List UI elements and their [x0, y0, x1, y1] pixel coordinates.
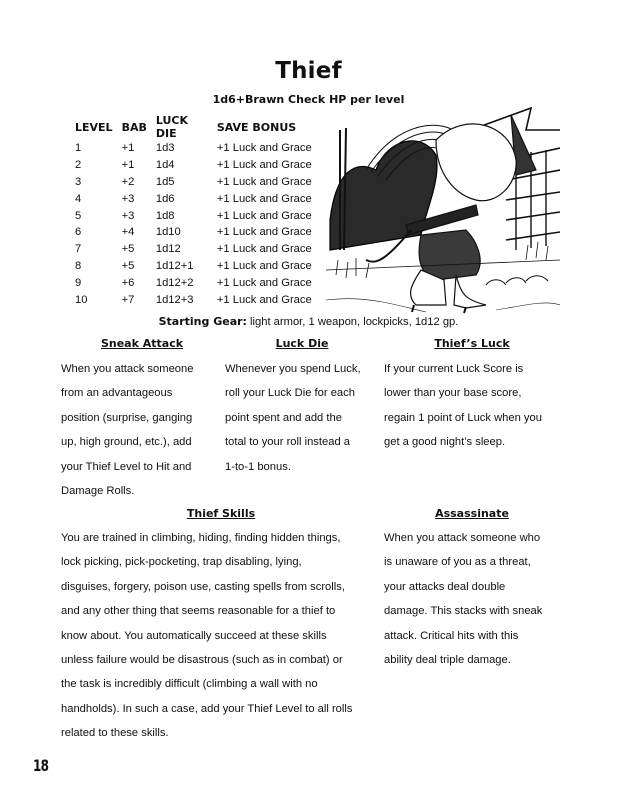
- text-line: disguises, forgery, poison use, casting spells from scrolls,: [61, 580, 345, 593]
- text-line: related to these skills.: [61, 727, 169, 740]
- heading-thiefs-luck: Thief’s Luck: [434, 337, 510, 350]
- save-bonus-cell: +1 Luck and Grace: [216, 142, 312, 155]
- text-line: attack. Critical hits with this: [384, 629, 519, 642]
- header-level: LEVEL: [75, 120, 113, 134]
- text-line: ability deal triple damage.: [384, 654, 511, 667]
- table-row: [73, 207, 319, 224]
- text-line: from an advantageous: [61, 387, 173, 400]
- starting-gear-text: light armor, 1 weapon, lockpicks, 1d12 gp.: [246, 316, 459, 328]
- level-cell: 9: [75, 276, 82, 289]
- bab-cell: +2: [121, 175, 135, 188]
- luck-die-text: [225, 357, 361, 479]
- page-number: 18: [33, 756, 49, 775]
- text-line: When you attack someone who: [384, 532, 541, 544]
- bab-cell: +6: [121, 276, 135, 289]
- bab-cell: +5: [121, 243, 135, 256]
- bab-cell: +5: [121, 259, 135, 272]
- text-line: up, high ground, etc.), add: [61, 436, 192, 449]
- header-save-bonus: SAVE BONUS: [216, 120, 297, 134]
- thiefs-luck-text: [384, 357, 542, 455]
- save-bonus-cell: +1 Luck and Grace: [216, 293, 312, 306]
- text-line: Whenever you spend Luck,: [225, 363, 361, 375]
- luck-die-cell: 1d4: [155, 159, 175, 172]
- text-line: lock picking, pick-pocketing, trap disabling, lying,: [61, 556, 302, 569]
- save-bonus-cell: +1 Luck and Grace: [216, 226, 312, 239]
- text-line: regain 1 point of Luck when you: [384, 411, 542, 424]
- table-row: [73, 174, 319, 191]
- level-cell: 4: [75, 192, 82, 205]
- luck-die-cell: 1d12+2: [155, 276, 194, 289]
- text-line: unless failure would be disastrous (such as in combat) or: [61, 654, 343, 667]
- luck-die-cell: 1d10: [155, 226, 181, 239]
- heading-luck-die: Luck Die: [275, 337, 329, 350]
- save-bonus-cell: +1 Luck and Grace: [216, 276, 312, 289]
- text-line: your attacks deal double: [384, 580, 506, 593]
- header-bab: BAB: [121, 120, 147, 134]
- level-cell: 8: [75, 259, 82, 272]
- luck-die-cell: 1d12+3: [155, 293, 194, 306]
- text-line: Damage Rolls.: [61, 485, 135, 498]
- assassinate-text: [384, 526, 542, 672]
- bab-cell: +3: [121, 192, 135, 205]
- table-row: [73, 224, 319, 241]
- text-line: is unaware of you as a threat,: [384, 556, 531, 569]
- page-title: Thief: [275, 58, 342, 84]
- table-row: [73, 291, 319, 308]
- text-line: If your current Luck Score is: [384, 363, 524, 375]
- sneak-attack-text: [61, 357, 193, 503]
- text-line: get a good night’s sleep.: [384, 436, 506, 449]
- bab-cell: +1: [121, 159, 135, 172]
- text-line: roll your Luck Die for each: [225, 387, 355, 400]
- hp-subtitle: 1d6+Brawn Check HP per level: [212, 93, 405, 106]
- table-row: [73, 140, 319, 157]
- heading-thief-skills: Thief Skills: [186, 507, 256, 520]
- level-cell: 3: [75, 175, 82, 188]
- heading-sneak-attack: Sneak Attack: [100, 337, 184, 350]
- text-line: the task is incredibly difficult (climbing a wall with no: [61, 678, 318, 691]
- level-progression-table: [73, 114, 319, 308]
- save-bonus-cell: +1 Luck and Grace: [216, 175, 312, 188]
- starting-gear: [0, 315, 617, 328]
- table-row: [73, 258, 319, 275]
- text-line: damage. This stacks with sneak: [384, 605, 543, 618]
- level-cell: 10: [75, 293, 88, 306]
- save-bonus-cell: +1 Luck and Grace: [216, 159, 312, 172]
- thief-sneaking-illustration-icon: [326, 100, 560, 314]
- save-bonus-cell: +1 Luck and Grace: [216, 209, 312, 222]
- save-bonus-cell: +1 Luck and Grace: [216, 243, 312, 256]
- table-header-row: [73, 114, 319, 140]
- table-row: [73, 274, 319, 291]
- luck-die-cell: 1d6: [155, 192, 175, 205]
- luck-die-cell: 1d3: [155, 142, 175, 155]
- text-line: lower than your base score,: [384, 387, 522, 400]
- heading-assassinate: Assassinate: [435, 507, 509, 520]
- starting-gear-label: Starting Gear:: [158, 315, 247, 328]
- thief-skills-text: [61, 526, 352, 746]
- text-line: You are trained in climbing, hiding, finding hidden things,: [61, 532, 341, 544]
- level-cell: 2: [75, 159, 82, 172]
- bab-cell: +1: [121, 142, 135, 155]
- table-row: [73, 190, 319, 207]
- level-cell: 7: [75, 243, 82, 256]
- level-cell: 1: [75, 142, 82, 155]
- luck-die-cell: 1d8: [155, 209, 175, 222]
- text-line: position (surprise, ganging: [61, 411, 193, 424]
- text-line: handholds). In such a case, add your Thief Level to all rolls: [61, 702, 353, 715]
- save-bonus-cell: +1 Luck and Grace: [216, 192, 312, 205]
- luck-die-cell: 1d12: [155, 243, 181, 256]
- bab-cell: +7: [121, 293, 135, 306]
- level-cell: 6: [75, 226, 82, 239]
- header-luck-die: LUCK DIE: [155, 114, 189, 140]
- luck-die-cell: 1d12+1: [155, 259, 194, 272]
- table-row: [73, 157, 319, 174]
- luck-die-cell: 1d5: [155, 175, 175, 188]
- text-line: total to your roll instead a: [225, 436, 350, 449]
- bab-cell: +4: [121, 226, 135, 239]
- level-cell: 5: [75, 209, 82, 222]
- table-row: [73, 241, 319, 258]
- text-line: 1-to-1 bonus.: [225, 460, 291, 473]
- text-line: When you attack someone: [61, 363, 194, 375]
- text-line: point spent and add the: [225, 411, 342, 424]
- bab-cell: +3: [121, 209, 135, 222]
- text-line: know about. You automatically succeed at these skills: [61, 629, 327, 642]
- text-line: and any other thing that seems reasonable for a thief to: [61, 605, 336, 618]
- save-bonus-cell: +1 Luck and Grace: [216, 259, 312, 272]
- text-line: your Thief Level to Hit and: [61, 460, 192, 473]
